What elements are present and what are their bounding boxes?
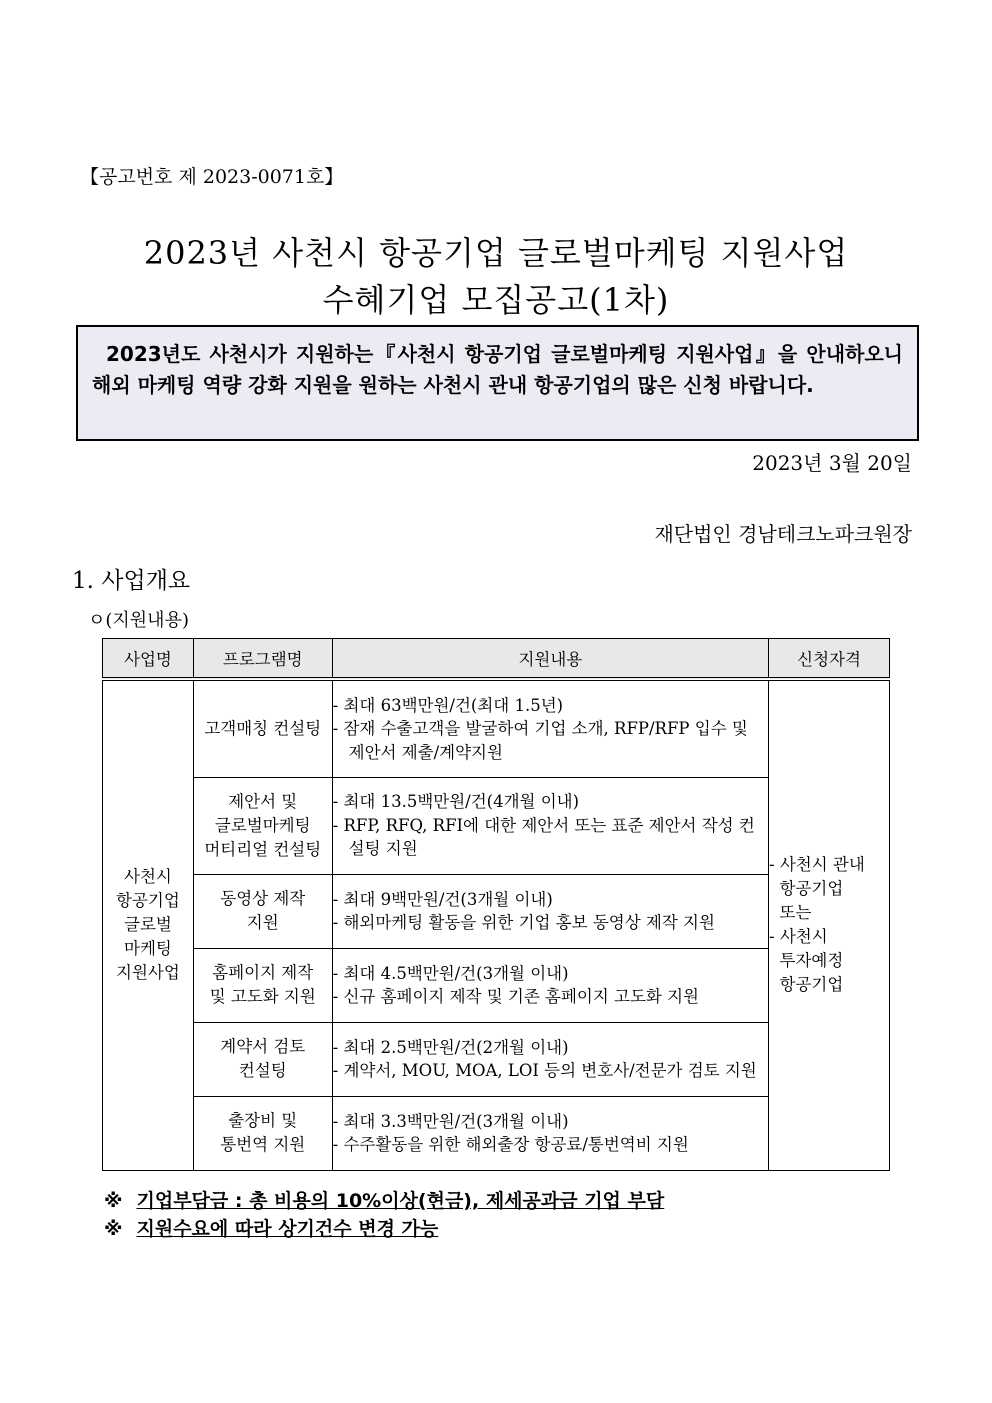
subsection-title: ㅇ(지원내용) bbox=[88, 610, 189, 631]
support-content: - 최대 13.5백만원/건(4개월 이내) - RFP, RFQ, RFI에 대한 제안서 또는 표준 제안서 작성 컨설팅 지원 bbox=[332, 777, 768, 874]
footnote-change-notice bbox=[104, 1214, 438, 1241]
header-support: 지원내용 bbox=[332, 639, 768, 680]
business-name-cell: 사천시 항공기업 글로벌 마케팅 지원사업 bbox=[103, 679, 194, 1170]
header-eligibility: 신청자격 bbox=[769, 639, 890, 680]
announcement-date: 2023년 3월 20일 bbox=[752, 451, 912, 475]
header-program: 프로그램명 bbox=[193, 639, 332, 680]
support-content: - 최대 4.5백만원/건(3개월 이내) - 신규 홈페이지 제작 및 기존 홈페이지 고도화 지원 bbox=[332, 948, 768, 1022]
table-header-row bbox=[103, 639, 890, 680]
footnote-cost-share bbox=[104, 1186, 664, 1213]
notice-number: 【공고번호 제 2023-0071호】 bbox=[80, 166, 344, 188]
program-overview-table bbox=[102, 638, 890, 1171]
table-row bbox=[103, 679, 890, 777]
program-name: 홈페이지 제작 및 고도화 지원 bbox=[193, 948, 332, 1022]
intro-box: 2023년도 사천시가 지원하는『사천시 항공기업 글로벌마케팅 지원사업』을 안내하오니 해외 마케팅 역량 강화 지원을 원하는 사천시 관내 항공기업의 많은 신청 바랍니다. bbox=[76, 325, 919, 441]
program-name: 출장비 및 통번역 지원 bbox=[193, 1096, 332, 1170]
program-name: 고객매칭 컨설팅 bbox=[193, 679, 332, 777]
support-content: - 최대 63백만원/건(최대 1.5년) - 잠재 수출고객을 발굴하여 기업 소개, RFP/RFP 입수 및 제안서 제출/계약지원 bbox=[332, 679, 768, 777]
issuer-name: 재단법인 경남테크노파크원장 bbox=[654, 522, 912, 546]
support-content: - 최대 9백만원/건(3개월 이내) - 해외마케팅 활동을 위한 기업 홍보 동영상 제작 지원 bbox=[332, 874, 768, 948]
document-title-line2: 수혜기업 모집공고(1차) bbox=[322, 281, 670, 319]
support-content: - 최대 2.5백만원/건(2개월 이내) - 계약서, MOU, MOA, LOI 등의 변호사/전문가 검토 지원 bbox=[332, 1022, 768, 1096]
section-title: 1. 사업개요 bbox=[72, 568, 191, 594]
note-mark: ※ bbox=[104, 1190, 123, 1212]
footnote-text: 지원수요에 따라 상기건수 변경 가능 bbox=[136, 1218, 439, 1240]
document-title-line1: 2023년 사천시 항공기업 글로벌마케팅 지원사업 bbox=[143, 234, 849, 272]
eligibility-cell: - 사천시 관내 항공기업 또는 - 사천시 투자예정 항공기업 bbox=[769, 679, 890, 1170]
support-content: - 최대 3.3백만원/건(3개월 이내) - 수주활동을 위한 해외출장 항공료/통번역비 지원 bbox=[332, 1096, 768, 1170]
program-name: 제안서 및 글로벌마케팅 머티리얼 컨설팅 bbox=[193, 777, 332, 874]
header-business: 사업명 bbox=[103, 639, 194, 680]
program-name: 동영상 제작 지원 bbox=[193, 874, 332, 948]
footnote-text: 기업부담금 : 총 비용의 10%이상(현금), 제세공과금 기업 부담 bbox=[136, 1190, 665, 1212]
program-name: 계약서 검토 컨설팅 bbox=[193, 1022, 332, 1096]
note-mark: ※ bbox=[104, 1218, 123, 1240]
